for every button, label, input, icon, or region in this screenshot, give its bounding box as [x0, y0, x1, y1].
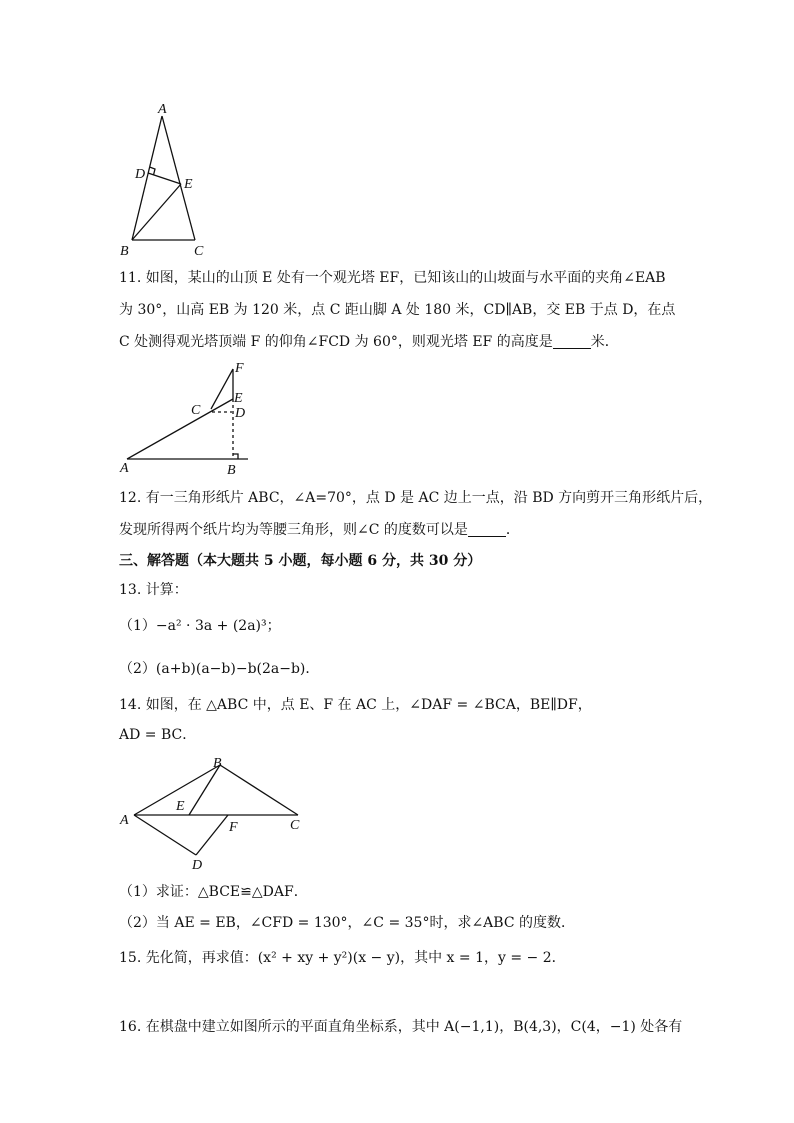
label-c: C: [290, 818, 300, 833]
q15-line: 15. 先化简，再求值：(x² + xy + y²)(x − y)，其中 x = 1，y = − 2．: [119, 950, 566, 966]
q14-part2: （2）当 AE = EB，∠CFD = 130°，∠C = 35°时，求∠ABC 的度数．: [119, 915, 575, 931]
q11-line3-end: 米．: [590, 334, 619, 350]
q11-line3-text: C 处测得观光塔顶端 F 的仰角∠FCD 为 60°，则观光塔 EF 的高度是: [119, 334, 553, 350]
q12-line1: 12. 有一三角形纸片 ABC，∠A=70°，点 D 是 AC 边上一点，沿 BD 方向剪开三角形纸片后，: [119, 490, 713, 506]
section-3-title: 三、解答题（本大题共 5 小题，每小题 6 分，共 30 分）: [119, 553, 482, 569]
label-d: D: [135, 167, 146, 182]
label-b: B: [120, 244, 129, 259]
label-c: C: [194, 244, 204, 259]
figure-triangle-abc-d: [112, 755, 312, 873]
label-c: C: [191, 403, 201, 418]
q13-stem: 13. 计算：: [119, 582, 188, 598]
q11-line1: 11. 如图，某山的山顶 E 处有一个观光塔 EF，已知该山的山坡面与水平面的夹角∠EAB: [119, 270, 666, 286]
figure-triangle-abc: [110, 98, 230, 263]
q12-line2-text: 发现所得两个纸片均为等腰三角形，则∠C 的度数可以是: [119, 522, 468, 538]
label-b: B: [213, 756, 222, 771]
label-f: F: [235, 361, 244, 376]
label-e: E: [184, 177, 193, 192]
label-a: A: [120, 461, 129, 476]
answer-blank: [553, 334, 591, 349]
q16-line: 16. 在棋盘中建立如图所示的平面直角坐标系，其中 A(−1,1)，B(4,3)，C(4，−1) 处各有: [119, 1019, 683, 1035]
q13-part2: （2）(a+b)(a−b)−b(2a−b)．: [119, 661, 320, 677]
label-e: E: [176, 799, 185, 814]
q13-part1: （1）−a² · 3a + (2a)³；: [119, 618, 281, 634]
q12-line2: [119, 520, 719, 540]
label-a: A: [158, 102, 167, 117]
q11-line3: [119, 332, 719, 352]
q12-line2-end: ．: [505, 522, 520, 538]
figure-mountain-tower: [115, 360, 260, 480]
q14-line1: 14. 如图，在 △ABC 中，点 E、F 在 AC 上，∠DAF = ∠BCA，BE∥DF，: [119, 697, 592, 713]
q11-line2: 为 30°，山高 EB 为 120 米，点 C 距山脚 A 处 180 米，CD∥AB，交 EB 于点 D，在点: [119, 302, 676, 318]
label-a: A: [120, 813, 129, 828]
label-f: F: [229, 820, 238, 835]
answer-blank: [468, 522, 506, 537]
q14-part1: （1）求证：△BCE≌△DAF．: [119, 884, 308, 900]
q14-line2: AD = BC．: [119, 727, 197, 743]
label-b: B: [227, 463, 236, 478]
label-d: D: [192, 858, 203, 873]
label-d: D: [235, 406, 246, 421]
label-e: E: [234, 391, 243, 406]
